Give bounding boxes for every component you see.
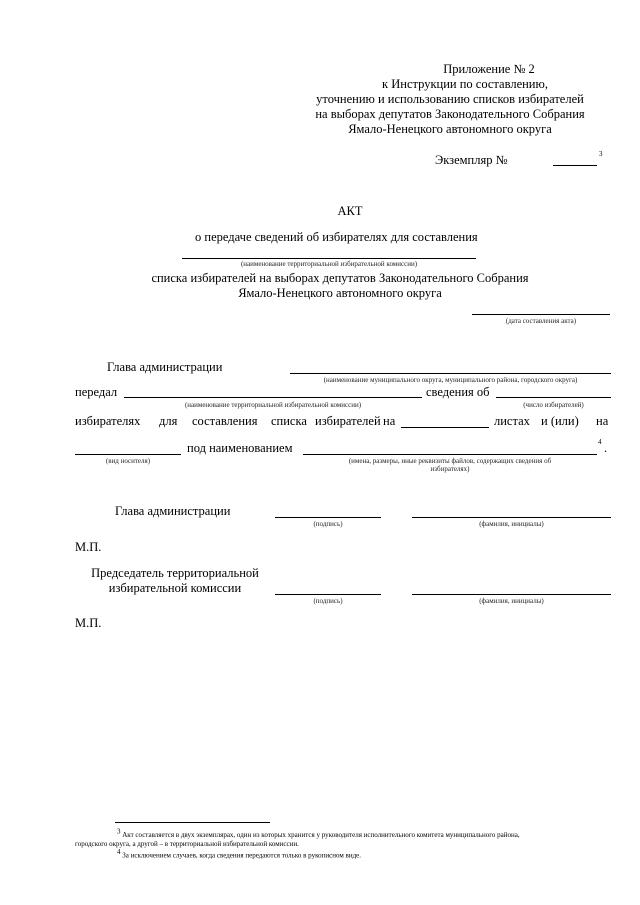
chair-label [80,566,270,596]
head-admin-name-hint: (фамилия, инициалы) [479,520,544,528]
act-date-field[interactable] [472,314,610,315]
footnote-3-mark: 3 [117,828,121,836]
files-hint-2: избирателях) [430,465,470,473]
for-label: для [159,414,178,428]
under-name-label: под наименованием [187,441,293,455]
files-hint-1: (имена, размеры, иные реквизиты файлов, содержащих сведения об [348,457,552,465]
chair-name-field[interactable] [412,594,611,595]
voter-count-hint: (число избирателей) [523,401,584,409]
voter-count-field[interactable] [496,397,611,398]
head-admin-label: Глава администрации [107,360,223,374]
head-admin-signature-field[interactable] [275,517,381,518]
footnote-3-text-2: городского округа, а другой – в территориальной избирательной комиссии. [75,840,299,849]
commission-name-field[interactable] [182,258,476,259]
act-heading: АКТ [337,204,363,218]
chair-label-line1: Председатель территориальной [91,566,259,580]
period-mark: . [604,441,608,455]
footnote-4-text: За исключением случаев, когда сведения передаются только в рукописном виде. [122,851,361,860]
copy-number-field[interactable] [553,165,597,166]
info-about-label: сведения об [426,385,490,399]
appendix-line-2: к Инструкции по составлению, [382,77,548,91]
stamp-label-1: М.П. [75,540,102,554]
commission-hint-2: (наименование территориальной избирательной комиссии) [184,401,362,409]
appendix-line-3: уточнению и использованию списков избирателей [316,92,584,106]
carrier-field[interactable] [75,454,181,455]
head-admin-signature-hint: (подпись) [313,520,343,528]
municipality-hint: (наименование муниципального округа, муниципального района, городского округа) [323,376,578,384]
footnote-separator [115,822,270,823]
appendix-line-5: Ямало-Ненецкого автономного округа [348,122,552,136]
sheets-count-field[interactable] [401,427,489,428]
appendix-line-4: на выборах депутатов Законодательного Собрания [315,107,585,121]
carrier-hint: (вид носителя) [105,457,151,465]
appendix-line-1: Приложение № 2 [443,62,535,76]
transferred-label: передал [75,385,118,399]
chair-signature-field[interactable] [275,594,381,595]
files-field[interactable] [303,454,597,455]
act-subtitle-line3: Ямало-Ненецкого автономного округа [238,286,442,300]
list-label: списка [271,414,307,428]
act-subtitle-line1: о передаче сведений об избирателях для составления [195,230,478,244]
commission-name-hint: (наименование территориальной избирательной комиссии) [240,260,418,268]
copy-number-label: Экземпляр № [435,153,508,167]
files-footnote-mark: 4 [598,438,602,446]
and-or-label: и (или) [541,414,579,428]
stamp-label-2: М.П. [75,616,102,630]
copy-footnote-mark: 3 [599,150,603,158]
head-admin-name-field[interactable] [412,517,611,518]
chair-name-hint: (фамилия, инициалы) [479,597,544,605]
act-subtitle-line2: списка избирателей на выборах депутатов Законодательного Собрания [151,271,529,285]
chair-signature-hint: (подпись) [313,597,343,605]
commission-field-2[interactable] [124,397,422,398]
sign-head-admin-label: Глава администрации [115,504,231,518]
footnote-3-text: Акт составляется в двух экземплярах, один из которых хранится у руководителя исполнительного комитета муниципального района, [122,831,520,840]
sheets-label: листах [494,414,530,428]
appendix-header [300,62,600,137]
footnote-4 [117,848,617,860]
voters-label-2: избирателей [315,414,381,428]
on-label: на [383,414,396,428]
act-date-hint: (дата составления акта) [505,317,577,325]
chair-label-line2: избирательной комиссии [108,581,242,595]
footnote-3 [75,828,615,849]
municipality-field[interactable] [290,373,611,374]
compiling-label: составления [192,414,258,428]
footnote-4-mark: 4 [117,848,121,856]
voters-label: избирателях [75,414,141,428]
on-label-2: на [596,414,609,428]
